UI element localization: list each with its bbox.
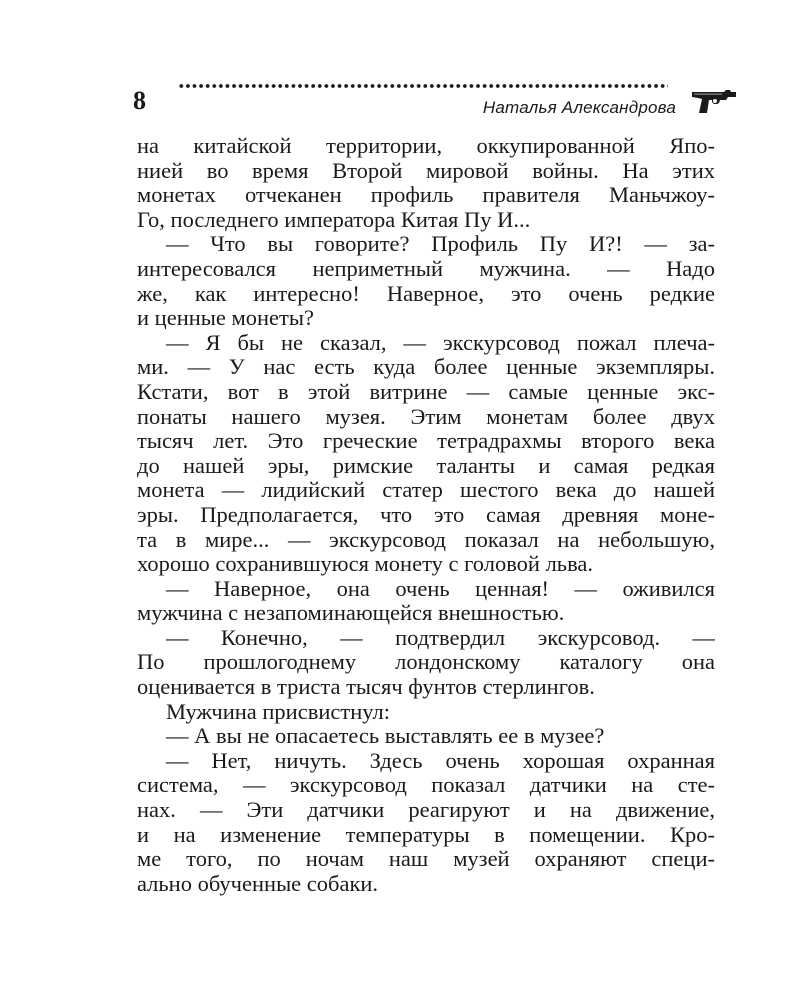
text-line: тысяч лет. Это греческие тетрадрахмы второго века [137, 429, 715, 454]
text-line: Кстати, вот в этой витрине — самые ценные экс- [137, 379, 715, 404]
text-line: система, — экскурсовод показал датчики на сте- [137, 773, 715, 798]
body-text [137, 134, 715, 896]
text-line: нах. — Эти датчики реагируют и на движение, [137, 798, 715, 823]
text-line: оценивается в триста тысяч фунтов стерлингов. [137, 675, 595, 700]
running-head-author: Наталья Александрова [482, 98, 676, 117]
text-line: ми. — У нас есть куда более ценные экземпляры. [137, 355, 715, 380]
text-line: мужчина с незапоминающейся внешностью. [137, 601, 565, 626]
text-line: монетах отчеканен профиль правителя Маньчжоу- [137, 183, 715, 208]
revolver-icon [690, 86, 738, 116]
text-line: до нашей эры, римские таланты и самая редкая [137, 453, 715, 478]
text-line: Мужчина присвистнул: [166, 699, 390, 724]
text-line: — Нет, ничуть. Здесь очень хорошая охранная [166, 748, 715, 773]
text-line: же, как интересно! Наверное, это очень редкие [137, 281, 715, 306]
text-line: По прошлогоднему лондонскому каталогу она [137, 650, 715, 675]
dotted-leader-line [178, 82, 668, 90]
text-line: — Что вы говорите? Профиль Пу И?! — за- [166, 232, 715, 257]
text-line: на китайской территории, оккупированной Япо- [137, 134, 715, 158]
text-line: и на изменение температуры в помещении. Кро- [137, 822, 715, 847]
text-line: ме того, по ночам наш музей охраняют специ- [137, 847, 715, 872]
text-line: понаты нашего музея. Этим монетам более двух [137, 404, 715, 429]
text-line: и ценные монеты? [137, 306, 314, 331]
text-line: — А вы не опасаетесь выставлять ее в музее? [166, 724, 605, 749]
text-line: — Наверное, она очень ценная! — оживился [166, 576, 715, 601]
text-line: монета — лидийский статер шестого века до нашей [137, 478, 715, 503]
text-line: — Конечно, — подтвердил экскурсовод. — [166, 625, 715, 650]
text-line: нией во время Второй мировой войны. На этих [137, 158, 715, 183]
text-line: — Я бы не сказал, — экскурсовод пожал плеча- [166, 330, 715, 355]
text-line: ально обученные собаки. [137, 871, 379, 896]
text-line: интересовался неприметный мужчина. — Надо [137, 256, 715, 281]
text-line: та в мире... — экскурсовод показал на небольшую, [137, 527, 715, 552]
text-line: Го, последнего императора Китая Пу И... [137, 207, 531, 232]
text-line: эры. Предполагается, что это самая древняя моне- [137, 502, 715, 527]
text-line: хорошо сохранившуюся монету с головой льва. [137, 552, 594, 577]
page-number: 8 [133, 86, 146, 115]
